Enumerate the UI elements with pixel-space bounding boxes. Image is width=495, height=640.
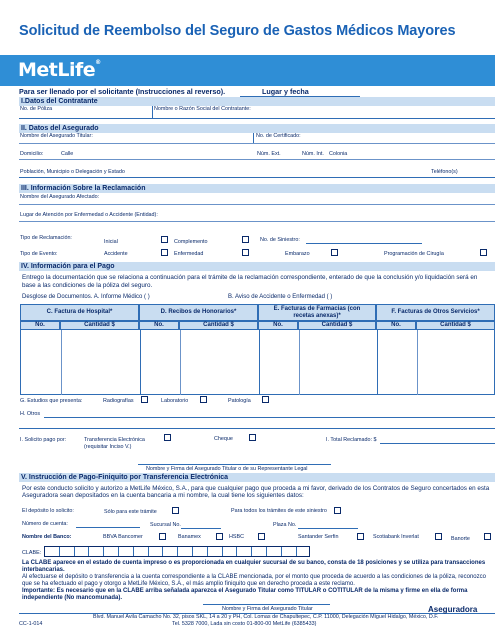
section-1-header: I.Datos del Contratante [19,97,495,106]
banamex-checkbox[interactable] [216,533,223,540]
section-5-header: V. Instrucción de Pago-Finiquito por Transferencia Electrónica [19,473,495,482]
account-label: Número de cuenta: [22,521,68,527]
lab-label: Laboratorio [161,398,189,404]
accident-checkbox[interactable] [161,249,168,256]
clabe-note: La CLABE aparece en el estado de cuenta impreso o es proporcionada en cualquier sucursal de su banco, consta de 18 posiciones y se utiliza para transacciones interbancarias. [22,560,486,573]
footer-phone: Tel. 5328 7000, Lada sin costo 01-800-00 MetLife (6385433) [172,621,317,627]
pregnancy-label: Embarazo [285,251,310,257]
clabe-label: CLABE: [22,550,42,556]
transfer-checkbox[interactable] [164,434,171,441]
transfer-signature-label: Nombre y Firma del Asegurado Titular [222,606,313,612]
initial-label: Inicial [104,239,118,245]
street-label: Calle [61,151,74,157]
breakdown-label: Desglose de Documentos. A. Informe Médico ( ) [22,294,150,300]
patho-label: Patología [228,398,251,404]
bank-banamex: Banamex [178,534,201,540]
holder-signature-label: Nombre y Firma del Asegurado Titular o de su Representante Legal [146,466,308,472]
accident-report-label: B. Aviso de Accidente o Enfermedad ( ) [228,294,333,300]
insurer-label: Aseguradora [428,605,478,614]
care-place-label: Lugar de Atención por Enfermedad o Accidente (Entidad): [20,212,158,218]
section-4-header: IV. Información para el Pago [19,262,495,271]
complement-label: Complemento [174,239,208,245]
plaza-label: Plaza No. [273,522,297,528]
clabe-input[interactable] [44,546,310,557]
policy-label: No. de Póliza [20,106,53,112]
section-2-header: II. Datos del Asegurado [19,124,495,133]
affected-label: Nombre del Asegurado Afectado: [20,194,100,200]
section-3-header: III. Información Sobre la Reclamación [19,184,495,193]
city-label: Población, Municipio o Delegación y Estado [20,169,125,175]
no-header: No. [20,321,60,330]
form-code: CC-1-014 [19,621,43,627]
claim-type-label: Tipo de Reclamación: [20,235,72,241]
transfer-label: Transferencia Electrónica (requisitar Inciso V.) [84,437,145,450]
xray-label: Radiografías [103,398,134,404]
phone-label: Teléfono(s) [431,169,458,175]
col-other-services: F. Facturas de Otros Servicios* [376,304,495,321]
amount-header: Cantidad $ [179,321,258,330]
colonia-label: Colonia [329,151,348,157]
bank-santander: Santander Serfin [298,534,339,540]
all-claims-checkbox[interactable] [334,507,341,514]
event-type-label: Tipo de Evento: [20,251,58,257]
illness-label: Enfermedad [174,251,204,257]
surgery-label: Programación de Cirugía [384,251,444,257]
section-5-text: Por este conducto solicito y autorizo a MetLife México, S.A., para que cualquier pago que proceda a mi favor, derivado de los Contratos de Seguro concertados en esta Aseguradora sean depositados en la cuenta bancaria a mi nombre, la cual tiene los siguientes datos: [22,485,490,499]
no-header: No. [376,321,416,330]
this-only-label: Sólo para este trámite [104,509,157,515]
amount-header: Cantidad $ [60,321,139,330]
ext-number-label: Núm. Ext. [257,151,281,157]
table-body[interactable] [20,330,495,395]
address-label: Domicilio: [20,151,44,157]
intro-label: Para ser llenado por el solicitante (Instrucciones al reverso). [19,87,226,96]
xray-checkbox[interactable] [141,396,148,403]
initial-checkbox[interactable] [161,236,168,243]
check-checkbox[interactable] [249,434,256,441]
settlement-note: Al efectuarse el depósito o transferencia a la cuenta correspondiente a la CLABE mencionada, por el monto que proceda de acuerdo a las condiciones de la póliza, reconozco que se ha efectuado el pago y otorgo a MetLife México, S.A., el más amplio finiquito que en derecho proceda a este reclamo. [22,574,486,587]
bank-label: Nombre del Banco: [22,534,72,540]
certificate-label: No. de Certificado: [256,133,301,139]
bbva-checkbox[interactable] [159,533,166,540]
bank-hsbc: HSBC [229,534,244,540]
illness-checkbox[interactable] [242,249,249,256]
accident-label: Accidente [104,251,128,257]
bank-scotiabank: Scotiabank Inverlat [373,534,419,540]
studies-label: G. Estudios que presenta: [20,398,83,404]
metlife-logo: MetLife® [18,59,101,81]
pay-request-label: I. Solicito pago por: [20,437,67,443]
page-title: Solicitud de Reembolso del Seguro de Gastos Médicos Mayores [19,23,456,39]
no-header: No. [139,321,179,330]
bank-bbva: BBVA Bancomer [103,534,143,540]
pregnancy-checkbox[interactable] [331,249,338,256]
documents-table [20,304,495,395]
total-label: I. Total Reclamado: $ [326,437,377,443]
table-subheader [20,321,495,330]
branch-label: Sucursal No. [150,522,181,528]
int-number-label: Núm. Int. [302,151,324,157]
important-note: Importante: Es necesario que en la CLABE arriba señalada aparezca el Asegurado Titular como TITULAR o COTITULAR de la misma y firme en ella de forma independiente (No mancomunada). [22,588,468,601]
holder-label: Nombre del Asegurado Titular: [20,133,93,139]
footer-address: Blvd. Manuel Avila Camacho No. 32, pisos SKL, 14 a 20 y PH, Col. Lomas de Chapultepec, C.P. 11000, Delegación Miguel Hidalgo, México, D.F. [93,614,439,620]
all-claims-label: Para todos los trámites de este siniestro [231,508,327,514]
col-pharmacy: E. Facturas de Farmacias (con recetas anexas)* [258,304,376,321]
col-hospital: C. Factura de Hospital* [20,304,139,321]
this-only-checkbox[interactable] [172,507,179,514]
hsbc-checkbox[interactable] [258,533,265,540]
deposit-label: El depósito lo solicito: [22,508,74,514]
section-4-text: Entrego la documentación que se relaciona a continuación para el trámite de la reclamación correspondiente, enterado de que la conclusión y/o liquidación será en base a las condiciones de la póliza del seguro. [22,274,478,289]
banorte-checkbox[interactable] [484,533,491,540]
scotiabank-checkbox[interactable] [435,533,442,540]
patho-checkbox[interactable] [262,396,269,403]
place-date-label: Lugar y fecha [262,87,309,96]
col-fees: D. Recibos de Honorarios* [139,304,258,321]
other-label: H. Otros [20,411,41,417]
bank-banorte: Banorte [451,536,470,542]
surgery-checkbox[interactable] [480,249,487,256]
complement-checkbox[interactable] [242,236,249,243]
claim-number-label: No. de Siniestro: [260,237,300,243]
place-date-input[interactable] [240,87,360,96]
amount-header: Cantidad $ [298,321,376,330]
amount-header: Cantidad $ [416,321,495,330]
contractor-name-label: Nombre o Razón Social del Contratante: [154,106,251,112]
check-label: Cheque [214,436,233,442]
lab-checkbox[interactable] [200,396,207,403]
santander-checkbox[interactable] [357,533,364,540]
no-header: No. [258,321,298,330]
